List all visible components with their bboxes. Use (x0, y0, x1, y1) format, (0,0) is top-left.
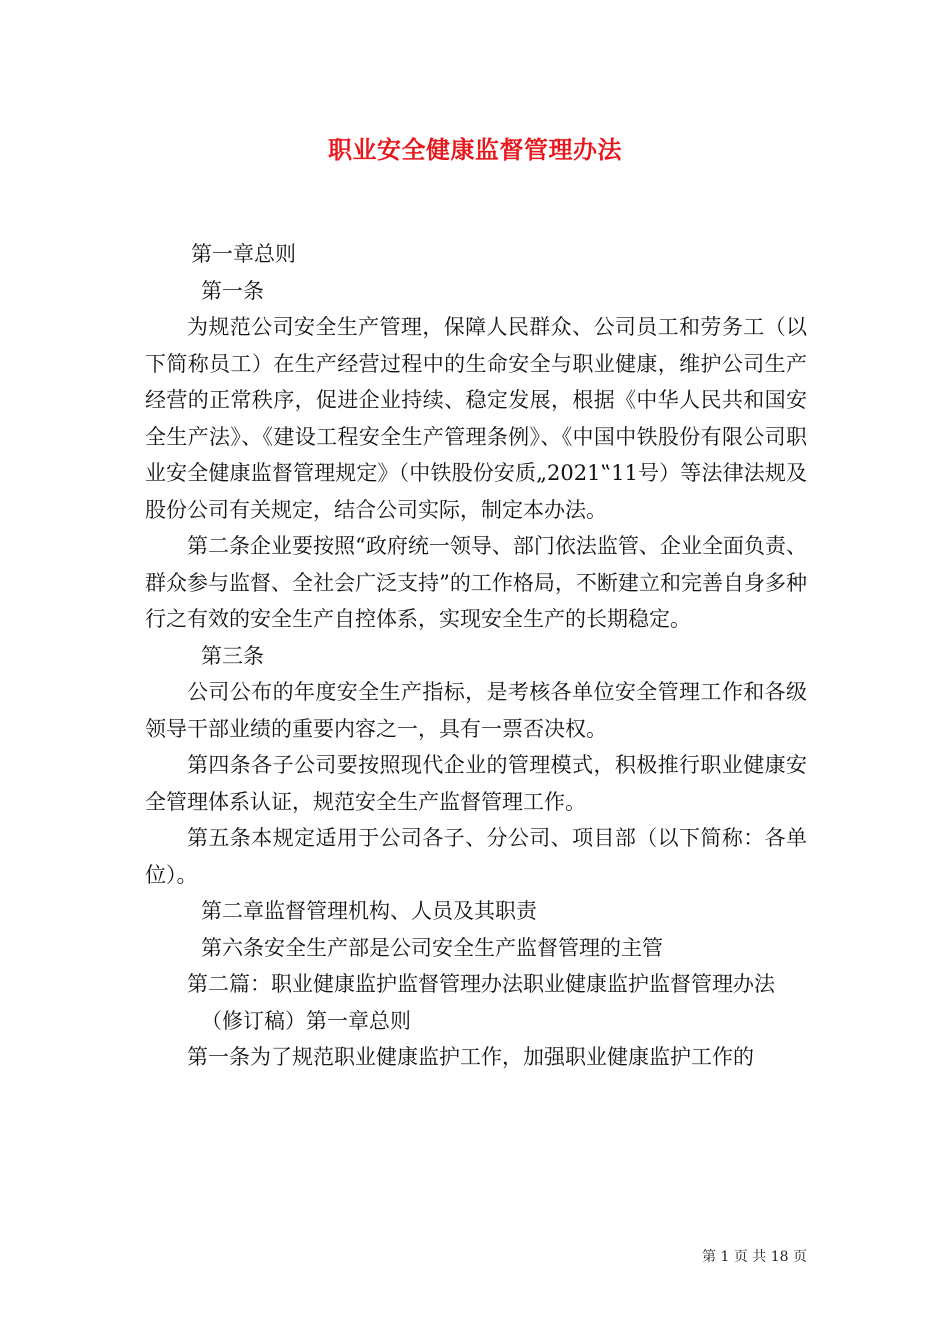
paragraph: 第一条为了规范职业健康监护工作，加强职业健康监护工作的 (187, 1045, 754, 1069)
paragraph: 第六条安全生产部是公司安全生产监督管理的主管 (201, 935, 663, 960)
paragraph: 第五条本规定适用于公司各子、分公司、项目部（以下简称：各单位）。 (145, 826, 807, 887)
paragraph: 为规范公司安全生产管理，保障人民群众、公司员工和劳务工（以下简称员工）在生产经营过程中的生命安全与职业健康，维护公司生产经营的正常秩序，促进企业持续、稳定发展，根据《中华人民共和国安全生产法》、《建设工程安全生产管理条例》、《中国中铁股份有限公司职业安全健康监督管理规定》（中铁股份安质„2021‟11号）等法律法规及股份公司有关规定，结合公司实际，制定本办法。 (145, 315, 807, 522)
document-title: 职业安全健康监督管理办法 (328, 135, 622, 164)
document-body (145, 236, 807, 1076)
paragraph: （修订稿）第一章总则 (201, 1008, 411, 1033)
article-heading: 第三条 (201, 643, 264, 668)
article-heading: 第一条 (201, 278, 264, 303)
chapter-heading: 第二章监督管理机构、人员及其职责 (201, 899, 537, 923)
paragraph: 第二篇：职业健康监护监督管理办法职业健康监护监督管理办法 (187, 972, 775, 996)
chapter-heading: 第一章总则 (191, 242, 296, 266)
page-number: 第 1 页 共 18 页 (702, 1249, 807, 1265)
paragraph: 公司公布的年度安全生产指标，是考核各单位安全管理工作和各级领导干部业绩的重要内容之一，具有一票否决权。 (145, 680, 807, 741)
paragraph: 第二条企业要按照“政府统一领导、部门依法监管、企业全面负责、群众参与监督、全社会广泛支持”的工作格局，不断建立和完善自身多种行之有效的安全生产自控体系，实现安全生产的长期稳定。 (145, 534, 807, 631)
paragraph: 第四条各子公司要按照现代企业的管理模式，积极推行职业健康安全管理体系认证，规范安全生产监督管理工作。 (145, 753, 807, 814)
